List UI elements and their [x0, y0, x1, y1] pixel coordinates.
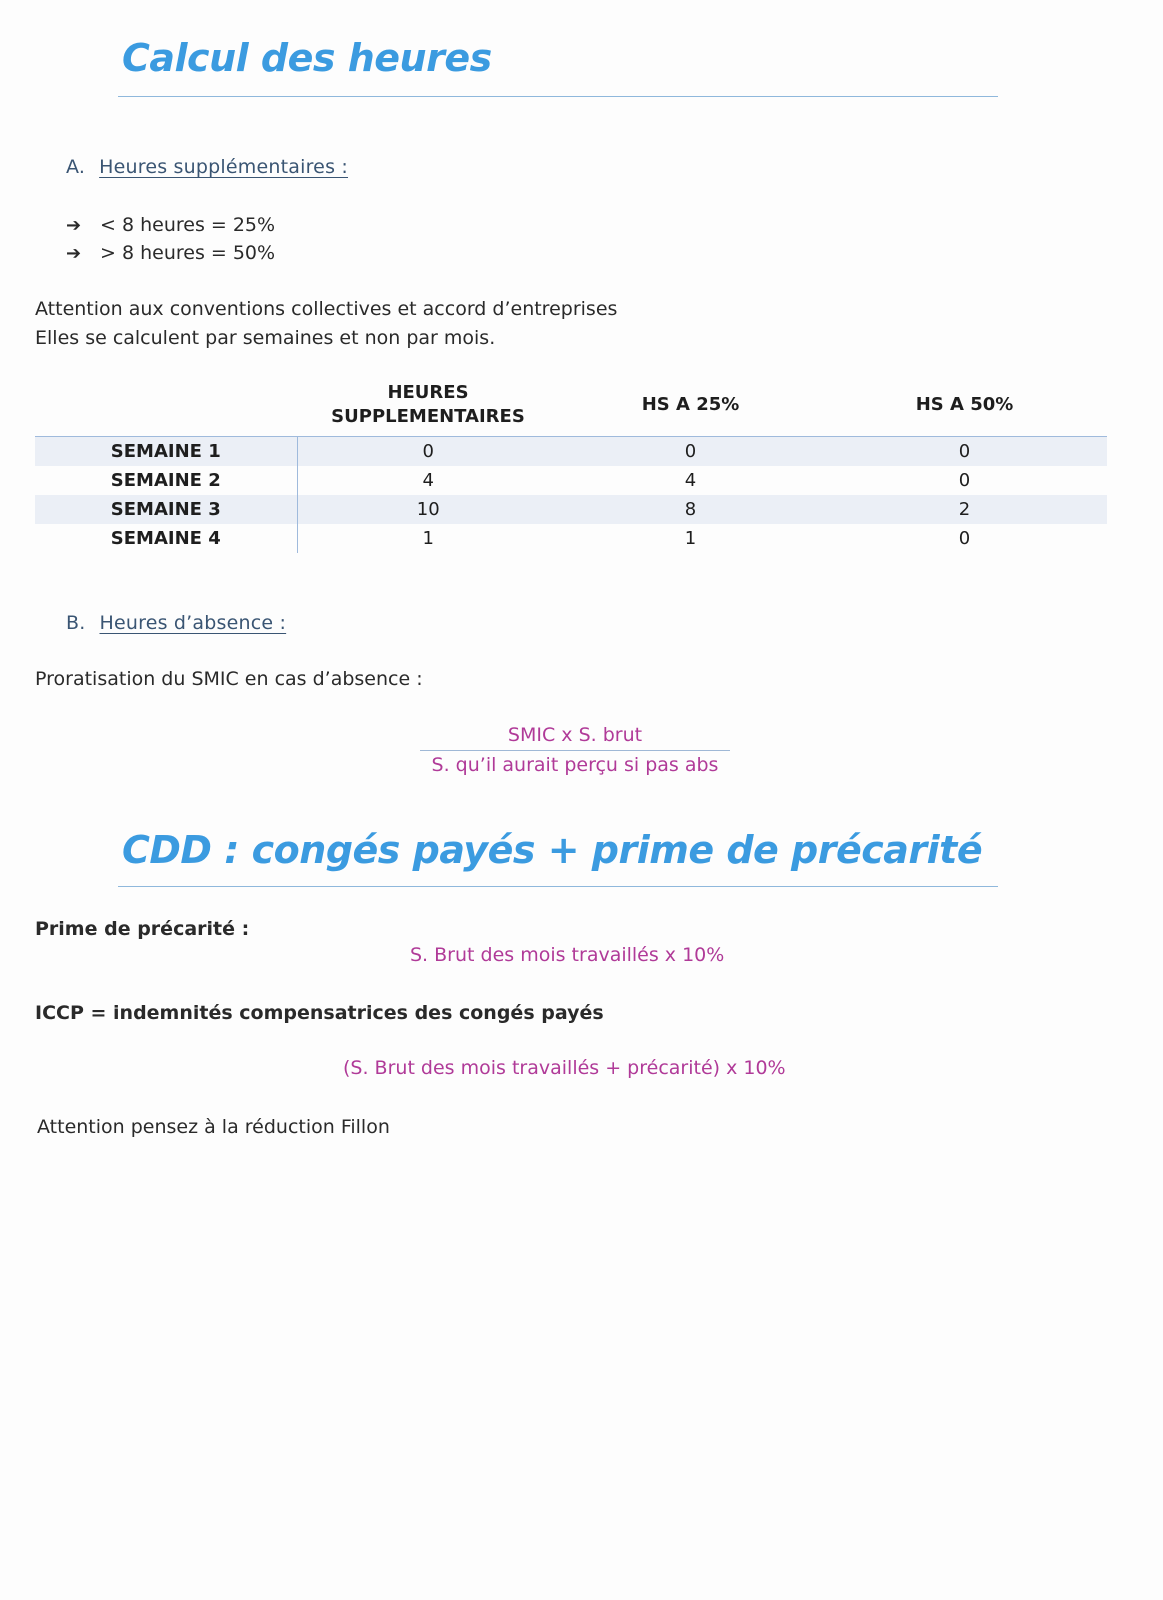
table-cell: SEMAINE 3 — [35, 495, 297, 524]
table-header-row — [35, 374, 1107, 437]
section-underline — [118, 886, 998, 887]
table-cell: 0 — [822, 437, 1107, 467]
subheading-b — [66, 612, 286, 634]
table-header — [297, 374, 559, 437]
note-weekly: Elles se calculent par semaines et non par mois. — [35, 327, 496, 349]
table-row — [35, 437, 1107, 467]
table-cell: 1 — [422, 528, 434, 549]
note-conventions: Attention aux conventions collectives et accord d’entreprises — [35, 298, 618, 320]
arrow-right-icon: ➔ — [66, 214, 82, 236]
table-header: HS A 25% — [641, 394, 740, 415]
table-cell: 8 — [559, 495, 822, 524]
fraction-denominator: S. qu’il aurait perçu si pas abs — [431, 754, 719, 776]
table-header: HS A 50% — [915, 394, 1014, 415]
table-cell: 0 — [559, 437, 822, 467]
fillon-note: Attention pensez à la réduction Fillon — [37, 1116, 390, 1138]
table-cell: 0 — [958, 470, 971, 491]
subheading-b-title: Heures d’absence : — [99, 612, 287, 634]
table-cell: 0 — [958, 528, 971, 549]
bullet-item — [66, 214, 275, 236]
page-title: Calcul des heures — [122, 36, 492, 80]
subheading-a-title: Heures supplémentaires : — [99, 156, 349, 178]
proration-text: Proratisation du SMIC en cas d’absence : — [35, 668, 423, 690]
bullet-item — [66, 242, 275, 264]
table-row — [35, 524, 1107, 553]
prime-formula: S. Brut des mois travaillés x 10% — [410, 944, 725, 966]
table-cell: SEMAINE 1 — [35, 437, 297, 467]
subheading-b-letter: B. — [66, 612, 86, 634]
arrow-right-icon: ➔ — [66, 242, 82, 264]
iccp-formula: (S. Brut des mois travaillés + précarité) x 10% — [343, 1057, 786, 1079]
smic-fraction — [410, 724, 740, 776]
table-cell: 0 — [297, 437, 559, 467]
table-cell: SEMAINE 2 — [35, 466, 297, 495]
bullet-text: < 8 heures = 25% — [100, 214, 276, 236]
bullet-text: > 8 heures = 50% — [100, 242, 276, 264]
subheading-a-letter: A. — [66, 156, 86, 178]
table-header-text: HEURES SUPPLEMENTAIRES — [331, 382, 525, 427]
table-row — [35, 495, 1107, 524]
prime-label: Prime de précarité : — [35, 918, 250, 940]
table-cell: 1 — [684, 528, 697, 549]
overtime-table — [35, 374, 1107, 553]
iccp-label: ICCP = indemnités compensatrices des congés payés — [35, 1002, 604, 1024]
subheading-a — [66, 156, 348, 178]
section-title-cdd: CDD : congés payés + prime de précarité — [122, 828, 983, 872]
table-cell: 4 — [684, 470, 697, 491]
table-cell: 4 — [422, 470, 434, 491]
table-cell: SEMAINE 4 — [35, 524, 297, 553]
table-header — [35, 374, 297, 437]
table-cell: 2 — [822, 495, 1107, 524]
table-cell: 10 — [297, 495, 559, 524]
fraction-numerator: SMIC x S. brut — [507, 724, 643, 746]
title-underline — [118, 96, 998, 97]
table-row — [35, 466, 1107, 495]
